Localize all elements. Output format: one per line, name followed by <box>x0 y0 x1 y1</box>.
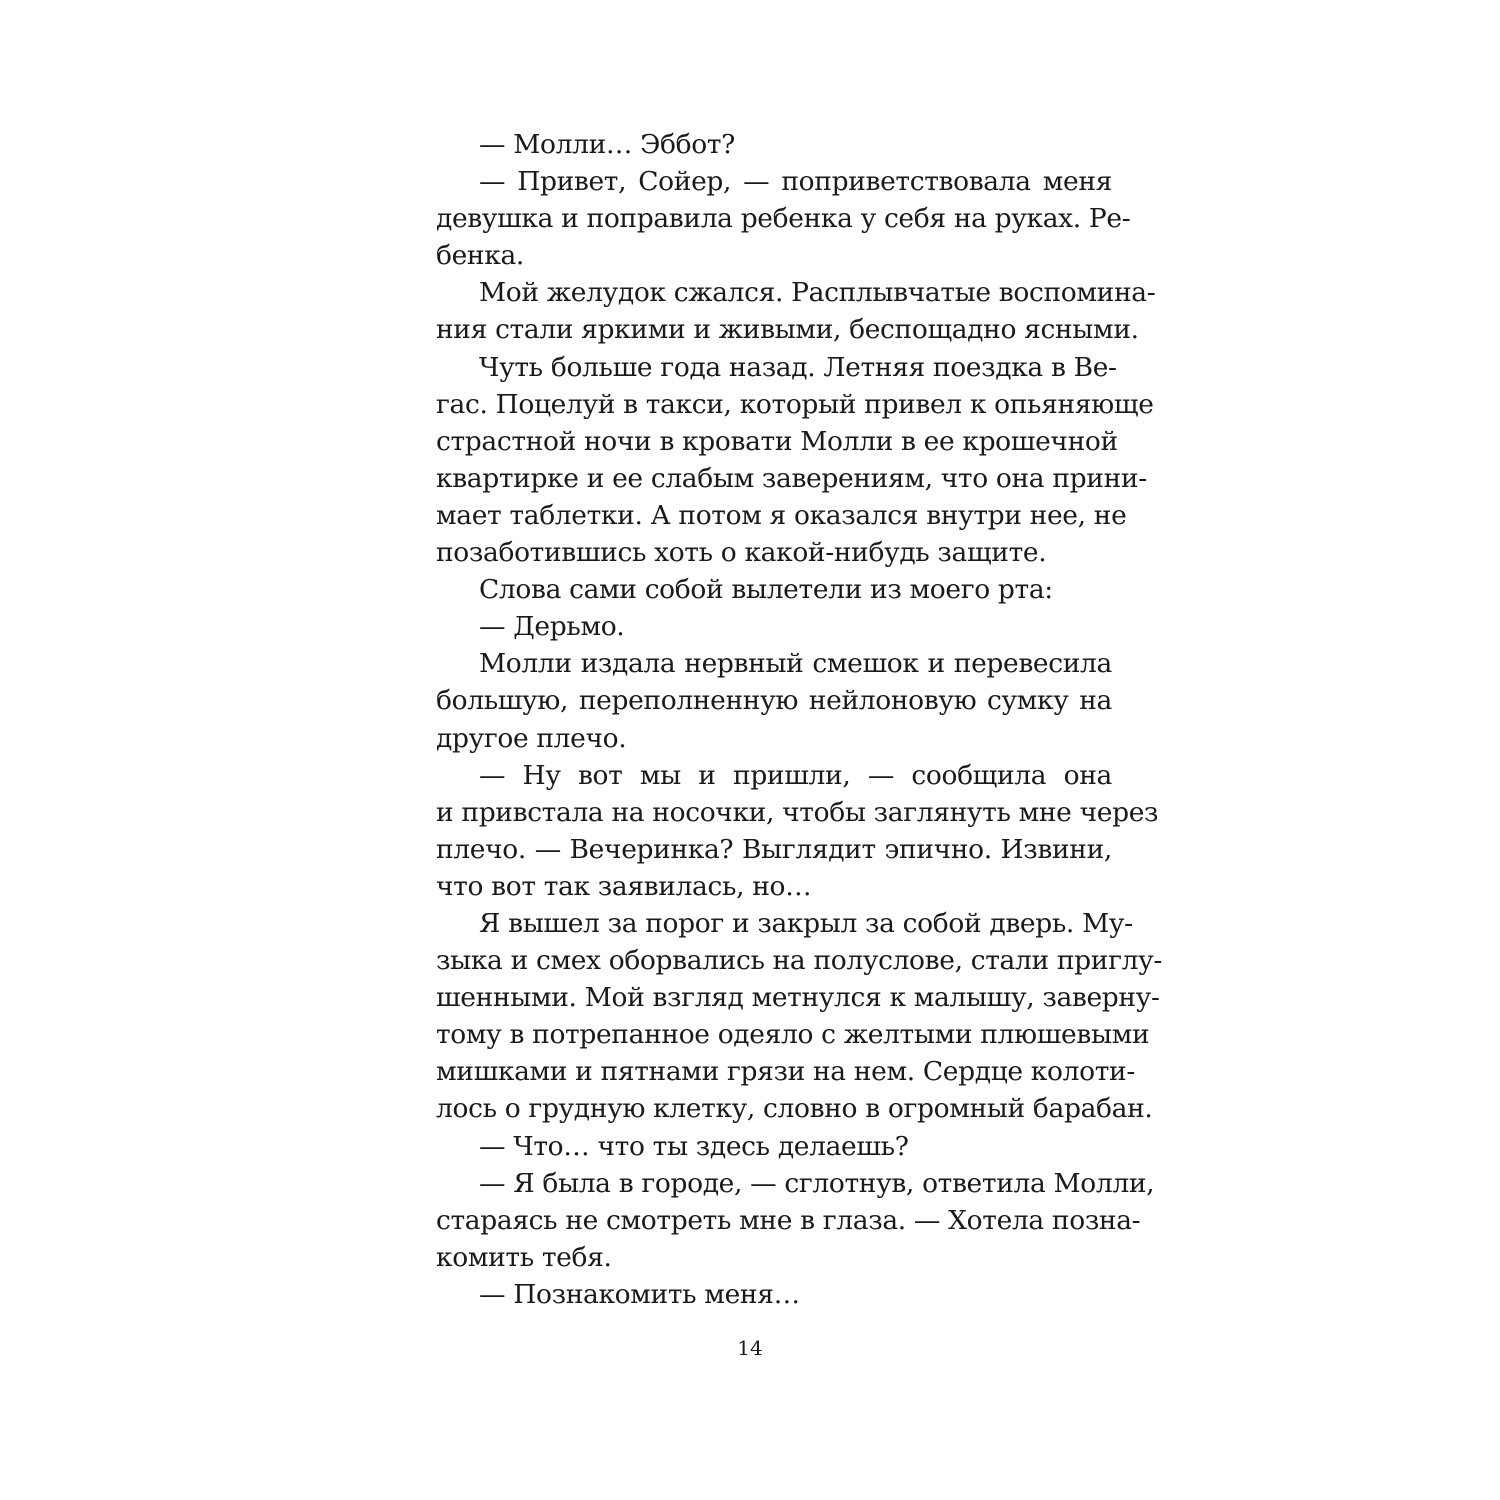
text-line: ния стали яркими и живыми, беспощадно ясными. <box>436 314 1139 346</box>
text-line: мает таблетки. А потом я оказался внутри нее, не <box>436 499 1127 531</box>
paragraph <box>436 1165 1155 1276</box>
text-line: шенными. Мой взгляд метнулся к малышу, заверну- <box>436 982 1160 1014</box>
paragraph <box>436 608 1112 645</box>
text-line: позаботившись хоть о какой-нибудь защите. <box>436 537 1047 569</box>
paragraph <box>436 163 1131 274</box>
paragraph <box>436 571 1112 608</box>
paragraph <box>436 1128 1112 1165</box>
text-line: плечо. — Вечеринка? Выглядит эпично. Извини, <box>436 833 1112 865</box>
text-line: лось о грудную клетку, словно в огромный барабан. <box>436 1093 1153 1125</box>
paragraph <box>436 126 1112 163</box>
text-line: Я вышел за порог и закрыл за собой дверь. Му- <box>479 907 1133 939</box>
text-line: гас. Поцелуй в такси, который привел к опьяняюще <box>436 388 1154 420</box>
text-line: мишками и пятнами грязи на нем. Сердце колоти- <box>436 1056 1135 1088</box>
text-line: — Привет, Сойер, — поприветствовала меня <box>479 166 1112 198</box>
text-line: девушка и поправила ребенка у себя на руках. Ре- <box>436 203 1131 235</box>
paragraph <box>436 1276 1112 1313</box>
text-line: и привстала на носочки, чтобы заглянуть мне через <box>436 796 1159 828</box>
text-line: квартирке и ее слабым заверениям, что она прини- <box>436 462 1147 494</box>
page-number: 14 <box>737 1336 763 1360</box>
text-line: — Познакомить меня… <box>479 1278 800 1310</box>
paragraph <box>436 274 1156 348</box>
text-line: тому в потрепанное одеяло с желтыми плюшевыми <box>436 1019 1150 1051</box>
text-line: зыка и смех оборвались на полуслове, стали приглу- <box>436 945 1162 977</box>
page-text <box>436 126 1162 1313</box>
text-line: Мой желудок сжался. Расплывчатые воспомина- <box>479 277 1156 309</box>
text-line: страстной ночи в кровати Молли в ее крошечной <box>436 425 1118 457</box>
paragraph <box>436 349 1154 572</box>
text-line: стараясь не смотреть мне в глаза. — Хотела позна- <box>436 1204 1141 1236</box>
text-line: — Что… что ты здесь делаешь? <box>479 1130 909 1162</box>
text-line: — Молли… Эббот? <box>479 129 736 160</box>
text-line: что вот так заявилась, но… <box>436 870 812 902</box>
text-line: бенка. <box>436 240 524 272</box>
text-line: — Я была в городе, — сглотнув, ответила Молли, <box>479 1167 1155 1199</box>
text-line: другое плечо. <box>436 722 627 754</box>
text-line: большую, переполненную нейлоновую сумку на <box>436 685 1112 717</box>
text-line: — Дерьмо. <box>479 611 625 643</box>
text-line: Молли издала нервный смешок и перевесила <box>479 648 1112 680</box>
text-line: Чуть больше года назад. Летняя поездка в Ве- <box>479 351 1117 383</box>
text-line: Слова сами собой вылетели из моего рта: <box>479 574 1053 606</box>
paragraph <box>436 757 1159 905</box>
paragraph <box>436 905 1162 1128</box>
text-line: комить тебя. <box>436 1241 612 1273</box>
paragraph <box>436 645 1112 756</box>
text-line: — Ну вот мы и пришли, — сообщила она <box>479 759 1112 791</box>
